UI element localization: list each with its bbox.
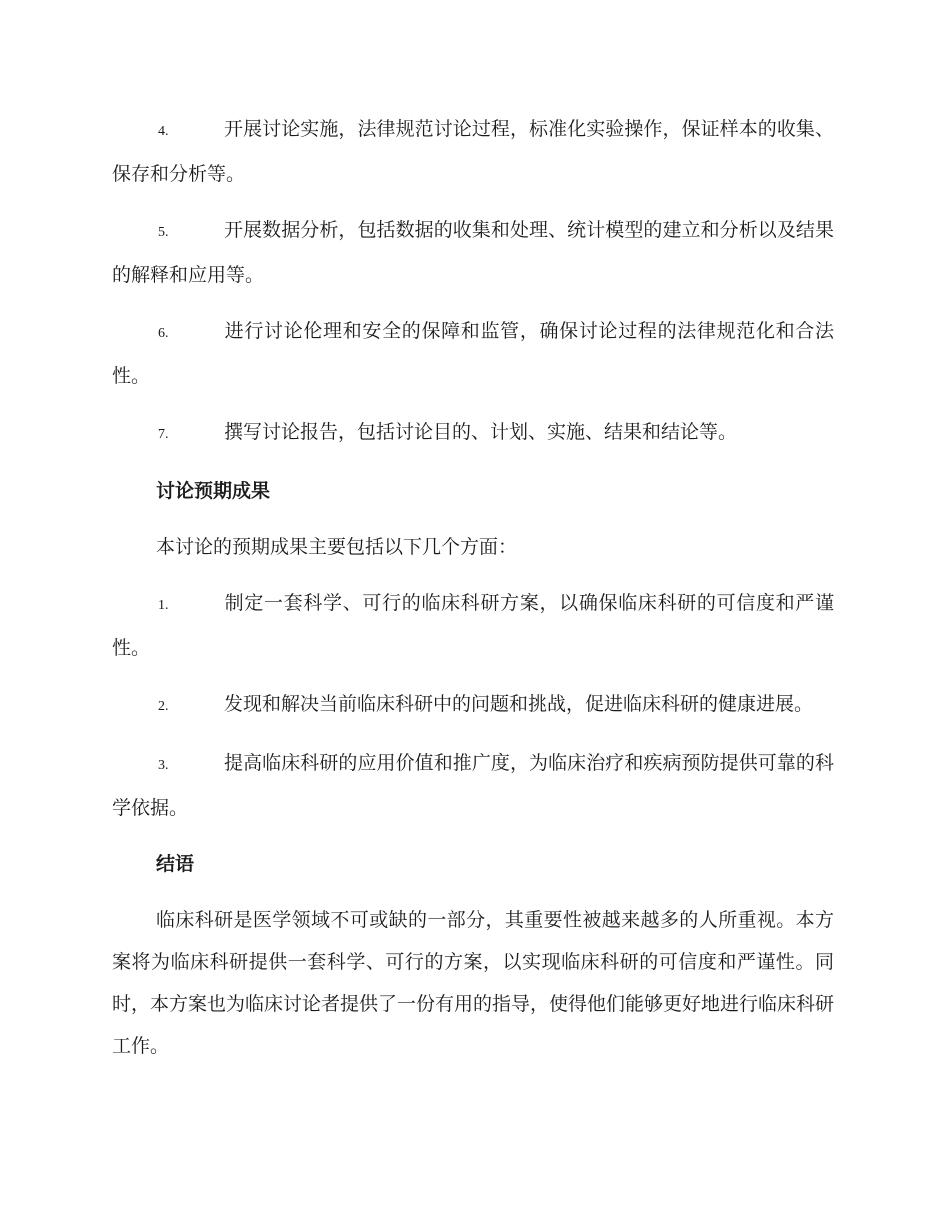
list-text: 制定一套科学、可行的临床科研方案，以确保临床科研的可信度和严谨性。: [112, 592, 834, 659]
list-text: 发现和解决当前临床科研中的问题和挑战，促进临床科研的健康进展。: [224, 693, 814, 715]
list-number: 7.: [158, 427, 169, 442]
list-text: 进行讨论伦理和安全的保障和监管，确保讨论过程的法律规范化和合法性。: [112, 320, 834, 387]
list-number: 1.: [158, 598, 169, 613]
document-page: [112, 108, 834, 1067]
list-text: 开展数据分析，包括数据的收集和处理、统计模型的建立和分析以及结果的解释和应用等。: [112, 219, 834, 286]
list-item: [112, 209, 834, 296]
list-text: 开展讨论实施，法律规范讨论过程，标准化实验操作，保证样本的收集、保存和分析等。: [112, 118, 834, 185]
list-number: 4.: [158, 124, 169, 139]
conclusion-paragraph: 临床科研是医学领域不可或缺的一部分，其重要性被越来越多的人所重视。本方案将为临床科研提供一套科学、可行的方案，以实现临床科研的可信度和严谨性。同时，本方案也为临床讨论者提供了一份有用的指导，使得他们能够更好地进行临床科研工作。: [112, 909, 835, 1057]
outcomes-intro: 本讨论的预期成果主要包括以下几个方面：: [156, 536, 518, 558]
list-item: [112, 411, 834, 456]
list-number: 6.: [158, 326, 169, 341]
list-item: [112, 742, 834, 829]
list-number: 3.: [158, 758, 169, 773]
list-text: 提高临床科研的应用价值和推广度，为临床治疗和疾病预防提供可靠的科学依据。: [112, 752, 834, 819]
section-heading-conclusion: 结语: [156, 853, 195, 875]
list-number: 2.: [158, 699, 169, 714]
list-number: 5.: [158, 225, 169, 240]
list-item: [112, 310, 834, 397]
section-heading-outcomes: 讨论预期成果: [156, 480, 271, 502]
list-text: 撰写讨论报告，包括讨论目的、计划、实施、结果和结论等。: [224, 421, 738, 443]
list-item: [112, 108, 834, 195]
list-item: [112, 582, 834, 669]
list-item: [112, 683, 834, 728]
